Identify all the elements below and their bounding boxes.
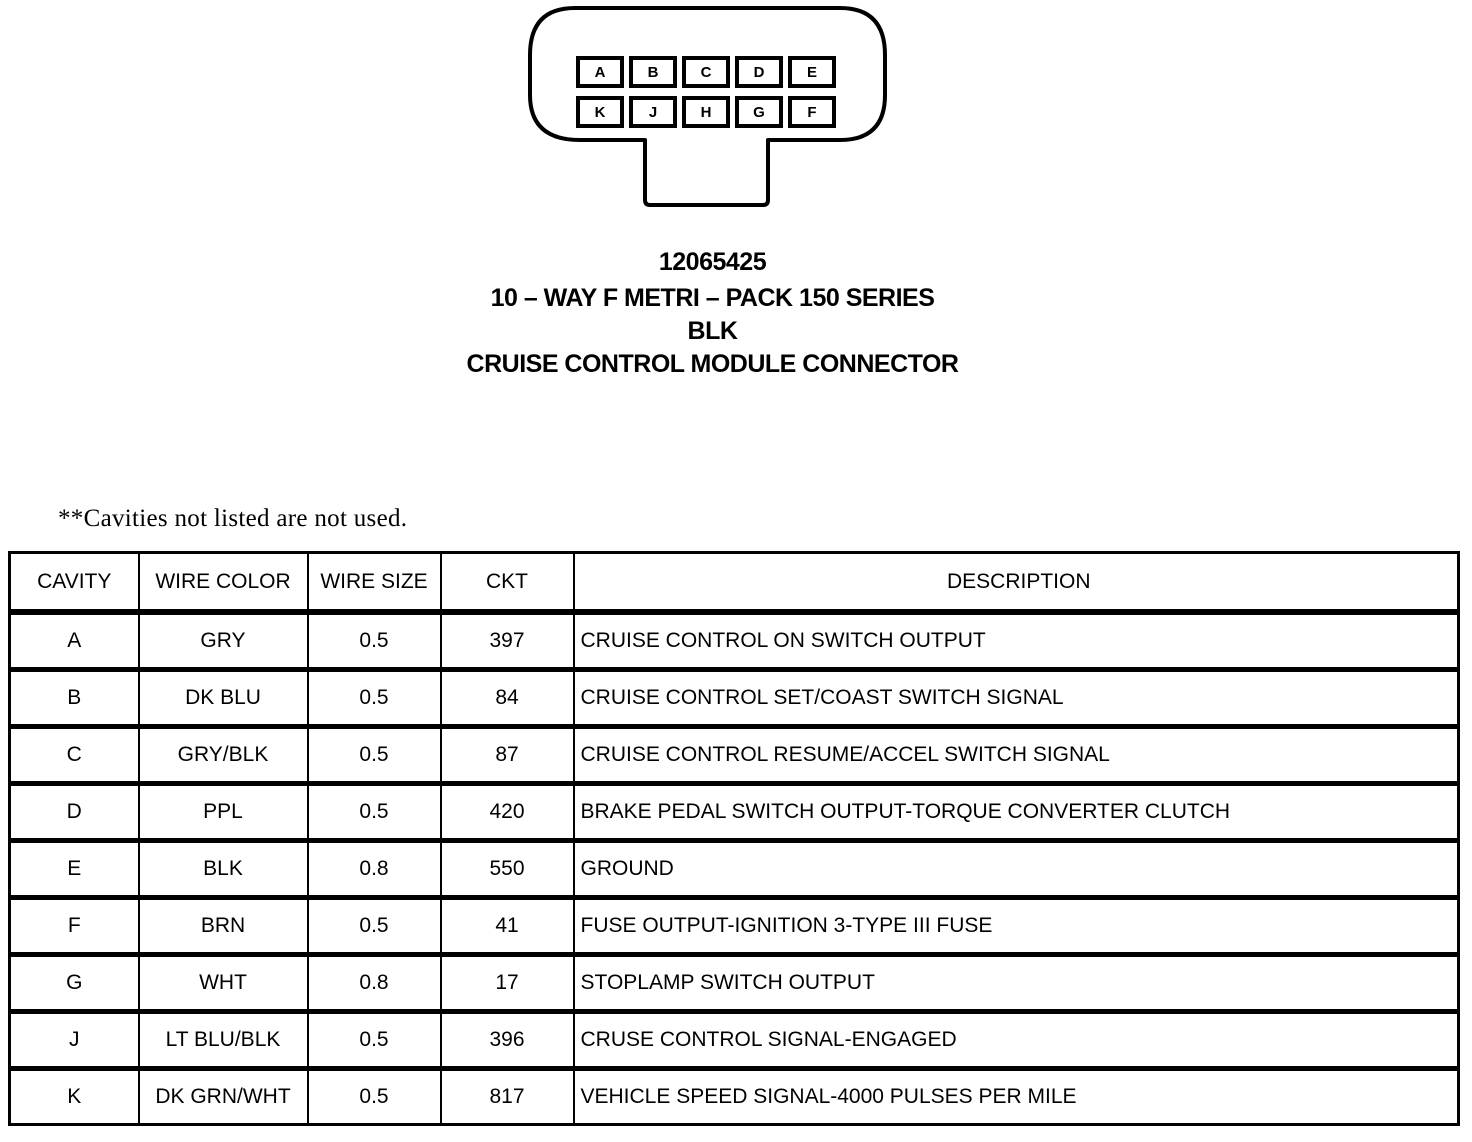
table-row [10, 612, 1459, 670]
header-wire-color: WIRE COLOR [139, 553, 308, 613]
cavity-label: J [648, 104, 658, 121]
cell-description: GROUND [574, 841, 1459, 898]
cell-wire-size: 0.5 [308, 612, 441, 670]
cell-wire-color: DK BLU [139, 670, 308, 727]
cell-cavity: E [10, 841, 139, 898]
cell-wire-color: BLK [139, 841, 308, 898]
header-cavity: CAVITY [10, 553, 139, 613]
cell-cavity: C [10, 727, 139, 784]
cell-wire-color: DK GRN/WHT [139, 1069, 308, 1125]
cell-description: CRUSE CONTROL SIGNAL-ENGAGED [574, 1012, 1459, 1069]
cavity-e [790, 58, 834, 86]
cell-wire-size: 0.5 [308, 898, 441, 955]
cavity-label: D [753, 64, 765, 81]
cell-wire-size: 0.5 [308, 670, 441, 727]
cell-ckt: 396 [441, 1012, 574, 1069]
table-row [10, 670, 1459, 727]
cell-wire-size: 0.5 [308, 1012, 441, 1069]
cavity-d [737, 58, 781, 86]
table-row [10, 898, 1459, 955]
cavity-h [684, 98, 728, 126]
cavity-c [684, 58, 728, 86]
cell-ckt: 17 [441, 955, 574, 1012]
connector-color: BLK [687, 317, 738, 345]
cavity-label: F [807, 104, 817, 121]
table-row [10, 727, 1459, 784]
wiring-table [8, 551, 1460, 1126]
cell-ckt: 420 [441, 784, 574, 841]
cell-wire-color: GRY [139, 612, 308, 670]
connector-top-row [578, 58, 834, 86]
cavity-k [578, 98, 622, 126]
cell-ckt: 550 [441, 841, 574, 898]
cavity-label: A [594, 64, 606, 81]
table-row [10, 1069, 1459, 1125]
unused-cavities-note: **Cavities not listed are not used. [58, 505, 408, 532]
cell-ckt: 87 [441, 727, 574, 784]
cavity-b [631, 58, 675, 86]
cavity-f [790, 98, 834, 126]
cavity-label: C [700, 64, 712, 81]
cell-wire-size: 0.8 [308, 955, 441, 1012]
cell-wire-size: 0.5 [308, 784, 441, 841]
cavity-label: K [594, 104, 606, 121]
cell-wire-size: 0.5 [308, 727, 441, 784]
cavity-label: H [700, 104, 712, 121]
cell-cavity: D [10, 784, 139, 841]
cell-description: CRUISE CONTROL SET/COAST SWITCH SIGNAL [574, 670, 1459, 727]
cell-ckt: 84 [441, 670, 574, 727]
connector-name: CRUISE CONTROL MODULE CONNECTOR [466, 350, 959, 378]
cavity-j [631, 98, 675, 126]
cell-wire-color: BRN [139, 898, 308, 955]
cell-wire-color: GRY/BLK [139, 727, 308, 784]
cavity-g [737, 98, 781, 126]
cell-description: FUSE OUTPUT-IGNITION 3-TYPE III FUSE [574, 898, 1459, 955]
cavity-label: G [753, 104, 765, 121]
cell-description: BRAKE PEDAL SWITCH OUTPUT-TORQUE CONVERTER CLUTCH [574, 784, 1459, 841]
header-ckt: CKT [441, 553, 574, 613]
cell-cavity: K [10, 1069, 139, 1125]
cell-cavity: J [10, 1012, 139, 1069]
cell-cavity: G [10, 955, 139, 1012]
cell-wire-size: 0.8 [308, 841, 441, 898]
table-row [10, 784, 1459, 841]
cell-wire-color: WHT [139, 955, 308, 1012]
table-row [10, 1012, 1459, 1069]
cell-ckt: 397 [441, 612, 574, 670]
header-wire-size: WIRE SIZE [308, 553, 441, 613]
cell-description: STOPLAMP SWITCH OUTPUT [574, 955, 1459, 1012]
connector-diagram [520, 0, 900, 215]
cavity-label: E [806, 64, 818, 81]
connector-titles [0, 246, 1425, 381]
cell-ckt: 817 [441, 1069, 574, 1125]
cell-wire-color: LT BLU/BLK [139, 1012, 308, 1069]
cavity-a [578, 58, 622, 86]
cell-cavity: A [10, 612, 139, 670]
table-header-row [10, 553, 1459, 613]
table-row [10, 841, 1459, 898]
connector-bottom-row [578, 98, 834, 126]
header-description: DESCRIPTION [574, 553, 1459, 613]
part-number: 12065425 [658, 248, 767, 276]
cell-description: CRUISE CONTROL ON SWITCH OUTPUT [574, 612, 1459, 670]
cell-ckt: 41 [441, 898, 574, 955]
cell-description: VEHICLE SPEED SIGNAL-4000 PULSES PER MILE [574, 1069, 1459, 1125]
cell-description: CRUISE CONTROL RESUME/ACCEL SWITCH SIGNAL [574, 727, 1459, 784]
table-row [10, 955, 1459, 1012]
cell-cavity: B [10, 670, 139, 727]
cell-wire-color: PPL [139, 784, 308, 841]
cell-wire-size: 0.5 [308, 1069, 441, 1125]
cavity-label: B [647, 64, 659, 81]
connector-series: 10 – WAY F METRI – PACK 150 SERIES [490, 284, 935, 312]
cell-cavity: F [10, 898, 139, 955]
